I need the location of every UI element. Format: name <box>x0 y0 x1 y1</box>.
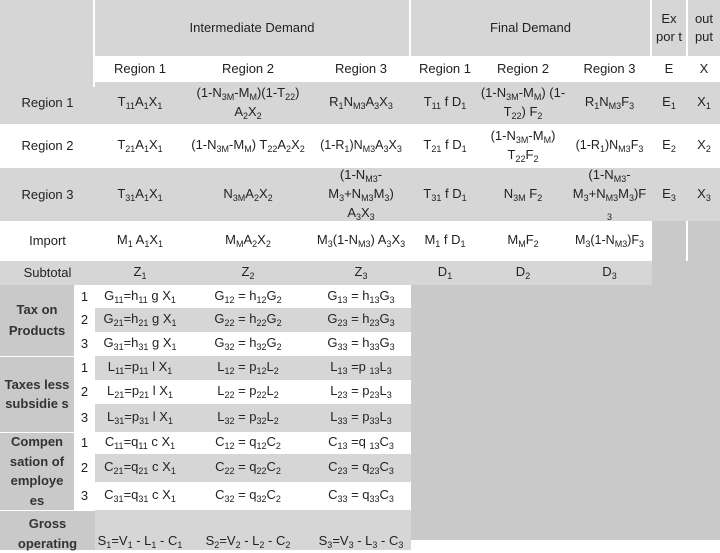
cell: $T_{31}A_1X_1$ <box>117 185 163 203</box>
cell: $(1-R_1)N_{M3}A_3X_3$ <box>320 137 402 154</box>
col-output: X <box>688 56 720 82</box>
cell: $G_{33} = h_{33}G_3$ <box>311 332 411 356</box>
cell: $T_{21}$ f $D_1$ <box>423 137 467 155</box>
divider <box>686 221 688 261</box>
row-index: 2 <box>74 454 95 482</box>
cell: $T_{11}A_1X_1$ <box>117 94 163 112</box>
cell: $G_{11}=h_{11}$ g $X_1$ <box>95 285 185 308</box>
col-fd-region3: Region 3 <box>567 56 652 82</box>
cell: $C_{21}=q_{21}$ c $X_1$ <box>95 454 185 482</box>
cell: $L_{33} = p_{33}L_3$ <box>311 404 411 432</box>
empty-cell <box>652 261 720 285</box>
cell: $L_{23} = p_{23}L_3$ <box>311 380 411 404</box>
cell: $S_1=V_1 - L_1 - C_1$ <box>95 510 185 550</box>
cell: $Z_2$ <box>241 264 255 282</box>
row-index: 1 <box>74 285 95 308</box>
cell: $D_1$ <box>437 264 453 282</box>
cell: $D_3$ <box>602 264 617 282</box>
cell: $(1-N_{3M}-M_M)$ $T_{22}F_2$ <box>490 127 556 164</box>
cell: $X_1$ <box>697 94 711 112</box>
cell: $L_{12} = p_{12}L_2$ <box>185 356 311 380</box>
cell: $Z_1$ <box>133 264 147 282</box>
cell: $G_{12} = h_{12}G_2$ <box>185 285 311 308</box>
row-index: 1 <box>74 432 95 454</box>
cell: $G_{13} = h_{13}G_3$ <box>311 285 411 308</box>
row-label-region2: Region 2 <box>21 138 74 154</box>
cell: $C_{23} = q_{23}C_3$ <box>311 454 411 482</box>
cell: $E_3$ <box>662 185 676 203</box>
row-label-region1: Region 1 <box>21 95 74 111</box>
cell: $M_MF_2$ <box>507 232 539 250</box>
block-label-taxes-less: Taxes less subsidie s <box>0 356 74 432</box>
row-label-import: Import <box>29 233 66 249</box>
final-demand-header: Final Demand <box>411 0 650 56</box>
row-index: 3 <box>74 482 95 510</box>
cell: $(1-N_{3M}-M_M)$ $(1-T_{22})$ $F_2$ <box>480 84 566 121</box>
cell: $T_{11}$ f $D_1$ <box>423 94 467 112</box>
cell: ($1-N_{M3}-$ $M_3+N_{M3}M_3)F$ $_3$ <box>572 166 647 223</box>
block-label-compensation: Compen sation of employe es <box>0 432 74 510</box>
block-label-gross: Gross operating <box>0 510 95 550</box>
cell: $G_{31}=h_{31}$ g $X_1$ <box>95 332 185 356</box>
cell: $X_3$ <box>697 185 711 203</box>
row-index: 2 <box>74 308 95 332</box>
cell: $C_{31}=q_{31}$ c $X_1$ <box>95 482 185 510</box>
cell: $T_{21}A_1X_1$ <box>117 137 163 155</box>
cell: $M_3(1-N_{M3})F_3$ <box>574 232 645 249</box>
divider <box>650 0 652 56</box>
divider <box>0 356 95 357</box>
cell: $M_MA_2X_2$ <box>225 232 271 250</box>
cell: $L_{22} = p_{22}L_2$ <box>185 380 311 404</box>
cell: $E_1$ <box>662 94 676 112</box>
col-id-region1: Region 1 <box>95 56 185 82</box>
cell: $S_3=V_3 - L_3 - C_3$ <box>311 510 411 550</box>
col-id-region2: Region 2 <box>185 56 311 82</box>
cell: $C_{12} = q_{12}C_2$ <box>185 432 311 454</box>
cell: $L_{21}=p_{21}$ l $X_1$ <box>95 380 185 404</box>
cell: $X_2$ <box>697 137 711 155</box>
cell: $L_{13} =p$ $_{13}L_3$ <box>311 356 411 380</box>
col-export: E <box>652 56 686 82</box>
divider <box>93 0 95 87</box>
col-fd-region2: Region 2 <box>479 56 567 82</box>
cell: $C_{32} = q_{32}C_2$ <box>185 482 311 510</box>
cell: $M_1$ f $D_1$ <box>424 232 466 250</box>
cell: $S_2=V_2 - L_2 - C_2$ <box>185 510 311 550</box>
cell: $E_2$ <box>662 137 676 155</box>
row-index: 1 <box>74 356 95 380</box>
cell: $L_{32} = p_{32}L_2$ <box>185 404 311 432</box>
row-label-region3: Region 3 <box>21 186 74 202</box>
cell: $Z_3$ <box>354 264 368 282</box>
empty-cell <box>652 221 686 261</box>
cell: $N_{3M}$ $F_2$ <box>503 185 543 203</box>
cell: $R_1N_{M3}F_3$ <box>584 94 635 112</box>
cell: $D_2$ <box>515 264 531 282</box>
cell: $R_1N_{M3}A_3X_3$ <box>329 94 393 112</box>
cell: $G_{21}=h_{21}$ g $X_1$ <box>95 308 185 332</box>
empty-area <box>411 285 720 540</box>
cell: $G_{22} = h_{22}G_2$ <box>185 308 311 332</box>
cell: $(1-R_1)N_{M3}F_3$ <box>575 137 644 154</box>
row-index: 2 <box>74 380 95 404</box>
cell: $C_{13} =q$ $_{13}C_3$ <box>311 432 411 454</box>
cell: $(1-N_{3M}-M_M)(1-T_{22})$ $A_2X_2$ <box>196 84 300 121</box>
cell: $L_{31}=p_{31}$ l $X_1$ <box>95 404 185 432</box>
cell: $G_{32} = h_{32}G_2$ <box>185 332 311 356</box>
output-header: out put <box>688 0 720 56</box>
divider <box>0 432 95 433</box>
empty-cell <box>688 221 720 261</box>
corner-cell <box>0 0 93 87</box>
divider <box>686 0 688 56</box>
cell: $T_{31}$ f $D_1$ <box>423 185 467 203</box>
block-label-tax: Tax on Products <box>0 285 74 356</box>
cell: $C_{33} = q_{33}C_3$ <box>311 482 411 510</box>
cell: $(1-N_{3M}-M_M)$ $T_{22}A_2X_2$ <box>191 137 305 155</box>
cell: $M_1$ $A_1X_1$ <box>116 232 164 250</box>
divider <box>409 0 411 56</box>
intermediate-demand-header: Intermediate Demand <box>95 0 409 56</box>
col-fd-region1: Region 1 <box>411 56 479 82</box>
export-header: Ex por t <box>652 0 686 56</box>
row-index: 3 <box>74 332 95 356</box>
cell: $M_3(1-N_{M3})$ $A_3X_3$ <box>316 232 406 250</box>
cell: $N_{3M}A_2X_2$ <box>223 185 273 203</box>
row-index: 3 <box>74 404 95 432</box>
divider <box>0 510 95 511</box>
cell: $G_{23} = h_{23}G_3$ <box>311 308 411 332</box>
cell: ($1-N_{M3}-$ $M_3+N_{M3}M_3$) $A_3X_3$ <box>328 166 394 223</box>
cell: $L_{11}=p_{11}$ l $X_1$ <box>95 356 185 380</box>
row-label-subtotal: Subtotal <box>23 265 72 281</box>
cell: $C_{22} = q_{22}C_2$ <box>185 454 311 482</box>
cell: $C_{11}=q_{11}$ c $X_1$ <box>95 432 185 454</box>
col-id-region3: Region 3 <box>311 56 411 82</box>
